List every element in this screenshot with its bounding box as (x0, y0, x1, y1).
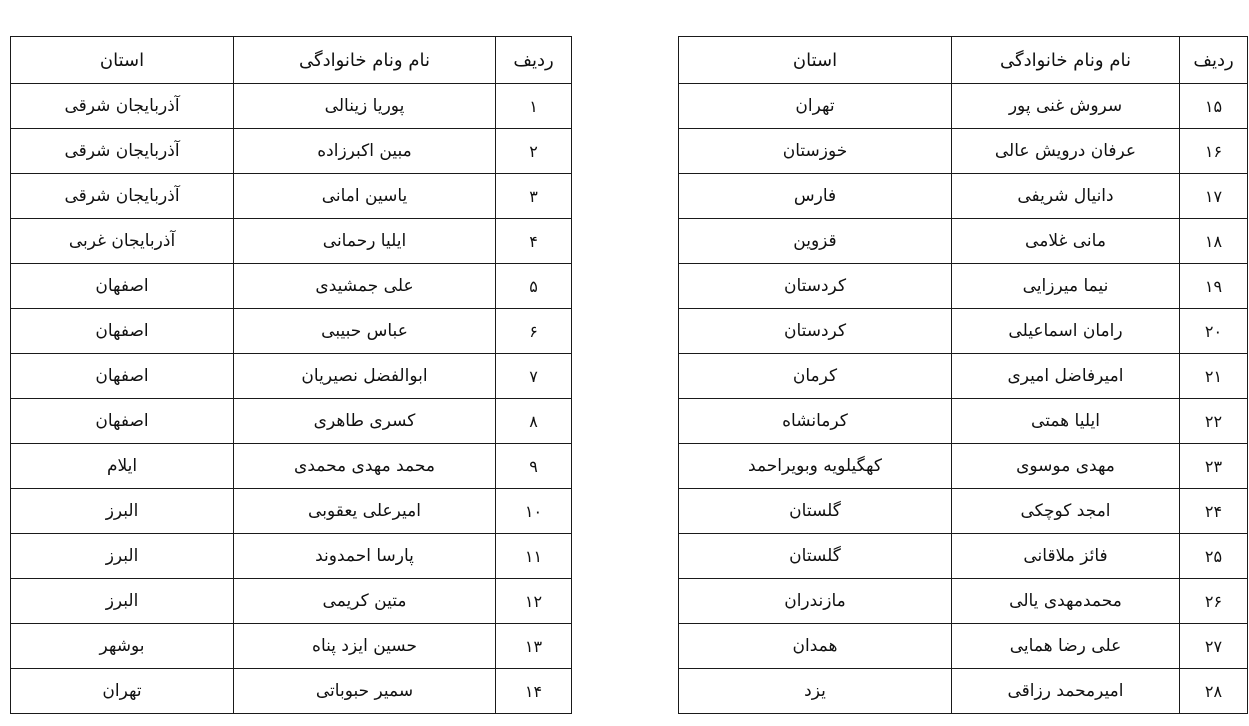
row-number-cell: ۲۵ (1180, 534, 1248, 579)
row-number-cell: ۲۴ (1180, 489, 1248, 534)
name-cell: محمد مهدی محمدی (234, 444, 496, 489)
table-row (679, 84, 1248, 129)
row-number-cell: ۸ (496, 399, 572, 444)
name-cell: ایلیا رحمانی (234, 219, 496, 264)
name-cell: پارسا احمدوند (234, 534, 496, 579)
province-cell: بوشهر (11, 624, 234, 669)
name-cell: امیرفاضل امیری (952, 354, 1180, 399)
row-number-cell: ۲۶ (1180, 579, 1248, 624)
table-row (11, 354, 572, 399)
row-number-cell: ۱۸ (1180, 219, 1248, 264)
table-row (679, 579, 1248, 624)
table-row (11, 444, 572, 489)
table-body (11, 84, 572, 714)
table-row (11, 219, 572, 264)
name-cell: رامان اسماعیلی (952, 309, 1180, 354)
province-cell: کردستان (679, 309, 952, 354)
row-number-cell: ۲۲ (1180, 399, 1248, 444)
table-row (11, 624, 572, 669)
table-row (679, 309, 1248, 354)
table-row (11, 129, 572, 174)
province-cell: گلستان (679, 489, 952, 534)
province-cell: البرز (11, 534, 234, 579)
header-row-number: ردیف (496, 37, 572, 84)
header-name: نام ونام خانوادگی (952, 37, 1180, 84)
province-cell: آذربایجان شرقی (11, 129, 234, 174)
table-row (11, 534, 572, 579)
province-cell: همدان (679, 624, 952, 669)
header-province: استان (11, 37, 234, 84)
province-cell: اصفهان (11, 354, 234, 399)
province-cell: یزد (679, 669, 952, 714)
table-row (679, 174, 1248, 219)
province-cell: البرز (11, 579, 234, 624)
row-number-cell: ۱۴ (496, 669, 572, 714)
table-row (11, 579, 572, 624)
table-row (679, 264, 1248, 309)
name-cell: عرفان درویش عالی (952, 129, 1180, 174)
row-number-cell: ۹ (496, 444, 572, 489)
table-row (679, 669, 1248, 714)
row-number-cell: ۵ (496, 264, 572, 309)
table-row (679, 219, 1248, 264)
table-row (11, 669, 572, 714)
name-cell: سروش غنی پور (952, 84, 1180, 129)
header-row (679, 37, 1248, 84)
name-cell: ابوالفضل نصیریان (234, 354, 496, 399)
name-cell: امیرمحمد رزاقی (952, 669, 1180, 714)
name-cell: پوریا زینالی (234, 84, 496, 129)
name-cell: محمدمهدی یالی (952, 579, 1180, 624)
name-cell: فائز ملاقانی (952, 534, 1180, 579)
province-cell: آذربایجان شرقی (11, 174, 234, 219)
table-row (11, 264, 572, 309)
name-cell: سمیر حبوباتی (234, 669, 496, 714)
name-cell: عباس حبیبی (234, 309, 496, 354)
table-row (11, 399, 572, 444)
row-number-cell: ۲ (496, 129, 572, 174)
table-row (679, 489, 1248, 534)
name-cell: کسری طاهری (234, 399, 496, 444)
name-cell: ایلیا همتی (952, 399, 1180, 444)
row-number-cell: ۲۳ (1180, 444, 1248, 489)
row-number-cell: ۶ (496, 309, 572, 354)
province-cell: اصفهان (11, 309, 234, 354)
name-cell: امیرعلی یعقوبی (234, 489, 496, 534)
header-province: استان (679, 37, 952, 84)
row-number-cell: ۲۱ (1180, 354, 1248, 399)
table-body (679, 84, 1248, 714)
header-row-number: ردیف (1180, 37, 1248, 84)
table-row (679, 534, 1248, 579)
table-row (679, 354, 1248, 399)
province-cell: اصفهان (11, 399, 234, 444)
table-row (11, 174, 572, 219)
province-cell: گلستان (679, 534, 952, 579)
name-cell: یاسین امانی (234, 174, 496, 219)
province-cell: آذربایجان شرقی (11, 84, 234, 129)
name-cell: مبین اکبرزاده (234, 129, 496, 174)
row-number-cell: ۱۵ (1180, 84, 1248, 129)
province-cell: کهگیلویه وبویراحمد (679, 444, 952, 489)
roster-table-left (10, 36, 572, 714)
name-cell: علی رضا همایی (952, 624, 1180, 669)
province-cell: مازندران (679, 579, 952, 624)
province-cell: فارس (679, 174, 952, 219)
table-row (679, 624, 1248, 669)
name-cell: متین کریمی (234, 579, 496, 624)
province-cell: کرمانشاه (679, 399, 952, 444)
row-number-cell: ۱۷ (1180, 174, 1248, 219)
name-cell: امجد کوچکی (952, 489, 1180, 534)
province-cell: کرمان (679, 354, 952, 399)
province-cell: خوزستان (679, 129, 952, 174)
province-cell: آذربایجان غربی (11, 219, 234, 264)
row-number-cell: ۱۱ (496, 534, 572, 579)
province-cell: اصفهان (11, 264, 234, 309)
province-cell: قزوین (679, 219, 952, 264)
province-cell: البرز (11, 489, 234, 534)
name-cell: نیما میرزایی (952, 264, 1180, 309)
table-row (11, 489, 572, 534)
header-row (11, 37, 572, 84)
row-number-cell: ۳ (496, 174, 572, 219)
row-number-cell: ۲۸ (1180, 669, 1248, 714)
name-cell: مهدی موسوی (952, 444, 1180, 489)
row-number-cell: ۱۰ (496, 489, 572, 534)
province-cell: تهران (11, 669, 234, 714)
name-cell: دانیال شریفی (952, 174, 1180, 219)
name-cell: حسین ایزد پناه (234, 624, 496, 669)
name-cell: علی جمشیدی (234, 264, 496, 309)
row-number-cell: ۲۷ (1180, 624, 1248, 669)
row-number-cell: ۷ (496, 354, 572, 399)
province-cell: تهران (679, 84, 952, 129)
header-name: نام ونام خانوادگی (234, 37, 496, 84)
province-cell: ایلام (11, 444, 234, 489)
row-number-cell: ۴ (496, 219, 572, 264)
table-row (679, 129, 1248, 174)
roster-table-right (678, 36, 1248, 714)
row-number-cell: ۱۶ (1180, 129, 1248, 174)
row-number-cell: ۲۰ (1180, 309, 1248, 354)
table-row (679, 444, 1248, 489)
province-cell: کردستان (679, 264, 952, 309)
row-number-cell: ۱ (496, 84, 572, 129)
name-cell: مانی غلامی (952, 219, 1180, 264)
row-number-cell: ۱۲ (496, 579, 572, 624)
row-number-cell: ۱۹ (1180, 264, 1248, 309)
row-number-cell: ۱۳ (496, 624, 572, 669)
table-row (11, 309, 572, 354)
table-row (679, 399, 1248, 444)
table-row (11, 84, 572, 129)
